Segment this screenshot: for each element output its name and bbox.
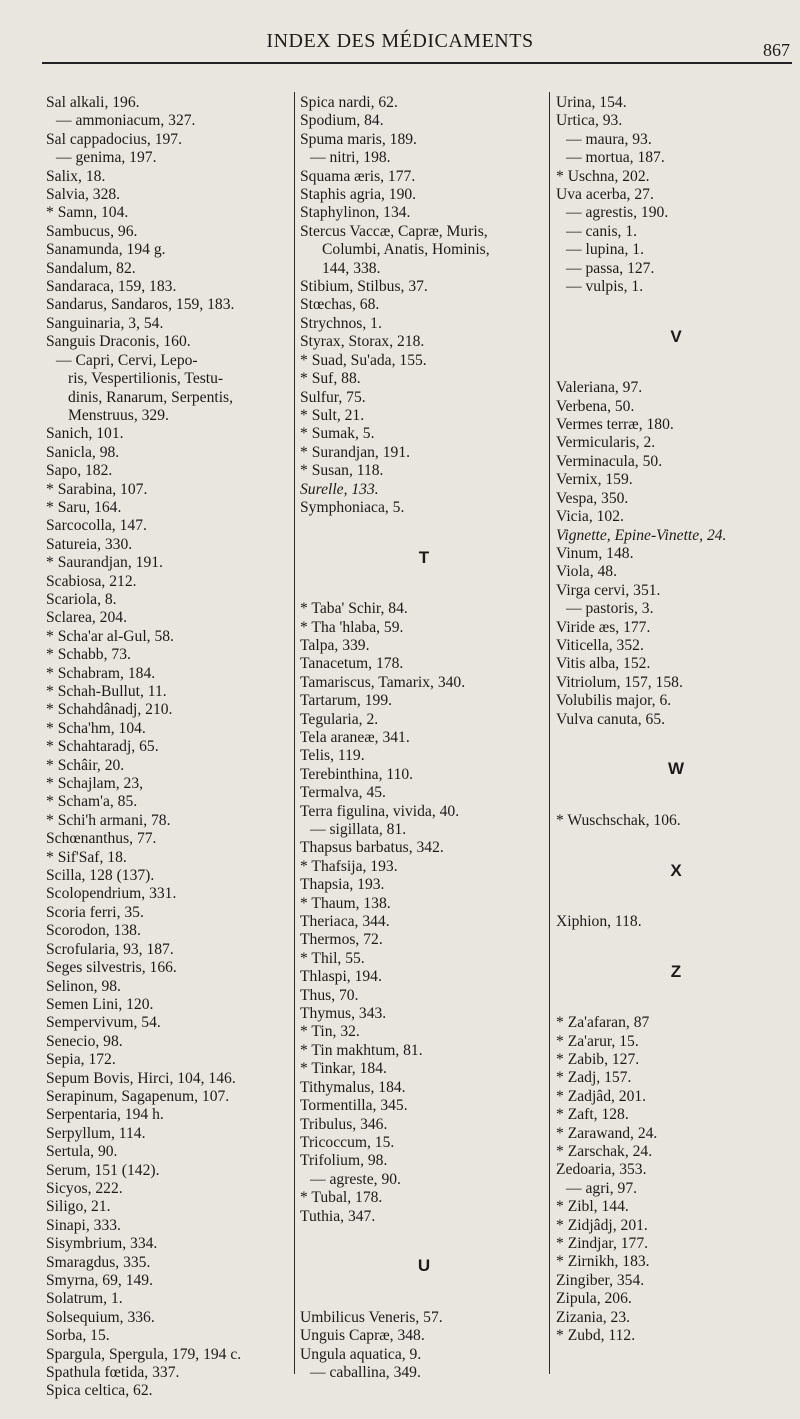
index-entry: Sanicla, 98.	[46, 443, 120, 461]
section-letter: T	[418, 547, 430, 567]
index-entry: * Schajlam, 23,	[46, 775, 144, 793]
index-entry: Termalva, 45.	[300, 784, 386, 802]
index-entry: Sepum Bovis, Hirci, 104, 146.	[46, 1069, 236, 1087]
index-entry: Serapinum, Sagapenum, 107.	[46, 1087, 230, 1105]
column-divider-2	[549, 92, 550, 1374]
index-entry: * Wuschschak, 106.	[556, 811, 681, 829]
index-entry: Zedoaria, 353.	[556, 1161, 647, 1179]
index-entry: * Tha 'hlaba, 59.	[300, 618, 404, 636]
spacer	[556, 361, 796, 379]
index-entry: Unguis Capræ, 348.	[300, 1327, 425, 1345]
section-letter: Z	[670, 961, 682, 981]
index-entry: Symphoniaca, 5.	[300, 498, 405, 516]
index-entry: * Zidjâdj, 201.	[556, 1216, 648, 1234]
index-entry: Solsequium, 336.	[46, 1308, 155, 1326]
spacer	[300, 517, 548, 535]
spacer	[300, 1290, 548, 1308]
index-entry: * Susan, 118.	[300, 462, 384, 480]
index-entry: * Scha'ar al-Gul, 58.	[46, 627, 174, 645]
index-entry: Sisymbrium, 334.	[46, 1235, 158, 1253]
spacer	[556, 830, 796, 848]
index-entry: Tela araneæ, 341.	[300, 728, 410, 746]
index-entry: Urtica, 93.	[556, 112, 623, 130]
index-entry: — sigillata, 81.	[310, 821, 407, 838]
index-entry: — passa, 127.	[566, 259, 655, 277]
index-entry: Sertula, 90.	[46, 1143, 118, 1161]
index-entry: — caballina, 349.	[310, 1363, 421, 1381]
column-divider-1	[294, 92, 295, 1374]
index-entry: Spargula, Spergula, 179, 194 c.	[46, 1345, 242, 1363]
index-entry: — lupina, 1.	[566, 241, 644, 259]
index-entry: Sandalum, 82.	[46, 259, 136, 277]
index-entry: Tartarum, 199.	[300, 692, 393, 710]
index-entry: — pastoris, 3.	[566, 600, 654, 618]
running-title: INDEX DES MÉDICAMENTS	[266, 30, 534, 52]
index-entry: 144, 338.	[322, 259, 381, 277]
index-entry: Thermos, 72.	[300, 931, 383, 949]
index-entry: Solatrum, 1.	[46, 1290, 123, 1308]
index-entry: Zipula, 206.	[556, 1290, 632, 1308]
index-entry: * Schahdânadj, 210.	[46, 701, 173, 719]
index-entry: * Schâir, 20.	[46, 756, 125, 774]
index-entry: Serpyllum, 114.	[46, 1124, 146, 1142]
index-entry: Tribulus, 346.	[300, 1115, 388, 1133]
index-entry: — agri, 97.	[566, 1179, 638, 1197]
index-entry: — maura, 93.	[566, 130, 652, 148]
index-entry: — genima, 197.	[56, 149, 157, 167]
index-entry: Terra figulina, vivida, 40.	[300, 802, 460, 820]
index-entry: Tithymalus, 184.	[300, 1078, 406, 1096]
index-entry: Zingiber, 354.	[556, 1271, 645, 1289]
index-entry: Spathula fœtida, 337.	[46, 1364, 180, 1382]
index-entry: Strychnos, 1.	[300, 314, 382, 332]
index-entry: Viticella, 352.	[556, 636, 644, 654]
index-entry: Staphylinon, 134.	[300, 204, 411, 222]
index-entry: — agreste, 90.	[310, 1170, 401, 1188]
index-entry: Talpa, 339.	[300, 636, 370, 654]
index-entry: dinis, Ranarum, Serpentis,	[68, 388, 234, 406]
index-entry: ris, Vespertilionis, Testu-	[68, 370, 224, 388]
index-entry: Sal cappadocius, 197.	[46, 130, 182, 148]
index-entry: Xiphion, 118.	[556, 912, 642, 930]
index-entry: * Schi'h armani, 78.	[46, 811, 171, 829]
index-entry: — agrestis, 190.	[566, 204, 669, 222]
index-entry: Trifolium, 98.	[300, 1152, 388, 1170]
index-entry: Vignette, Epine-Vinette, 24.	[556, 526, 727, 544]
index-entry: Vespa, 350.	[556, 489, 629, 507]
index-entry: Scariola, 8.	[46, 590, 117, 608]
index-entry: Tricoccum, 15.	[300, 1133, 395, 1151]
index-entry: Scorodon, 138.	[46, 922, 141, 940]
index-entry: * Suf, 88.	[300, 370, 361, 388]
index-entry: Thus, 70.	[300, 986, 359, 1004]
index-entry: * Zirnikh, 183.	[556, 1253, 650, 1271]
index-entry: Scilla, 128 (137).	[46, 867, 155, 885]
index-entry: Thlaspi, 194.	[300, 968, 382, 986]
index-entry: Staphis agria, 190.	[300, 186, 417, 204]
index-entry: Sinapi, 333.	[46, 1216, 121, 1234]
index-entry: * Zindjar, 177.	[556, 1235, 649, 1252]
index-entry: Scrofularia, 93, 187.	[46, 940, 174, 958]
index-entry: Vermicularis, 2.	[556, 434, 656, 452]
index-entry: Squama æris, 177.	[300, 167, 416, 185]
index-entry: * Sumak, 5.	[300, 425, 375, 443]
index-entry: * Tubal, 178.	[300, 1189, 383, 1207]
index-entry: Spica celtica, 62.	[46, 1382, 153, 1400]
index-entry: Uva acerba, 27.	[556, 186, 654, 204]
index-entry: Sicyos, 222.	[46, 1179, 123, 1197]
index-entry: Menstruus, 329.	[68, 406, 169, 424]
index-entry: Tegularia, 2.	[300, 710, 379, 728]
index-entry: Terebinthina, 110.	[300, 765, 414, 783]
index-entry: * Sif'Saf, 18.	[46, 848, 127, 866]
index-entry: Vitriolum, 157, 158.	[556, 673, 683, 691]
index-entry: * Tinkar, 184.	[300, 1060, 387, 1078]
index-entry: * Zaft, 128.	[556, 1106, 629, 1124]
index-entry: Salix, 18.	[46, 167, 106, 185]
index-entry: Sapo, 182.	[46, 462, 113, 480]
index-entry: Seges silvestris, 166.	[46, 959, 177, 977]
index-entry: Smyrna, 69, 149.	[46, 1272, 153, 1289]
index-entry: Thapsus barbatus, 342.	[300, 839, 444, 857]
index-entry: Valeriana, 97.	[556, 379, 643, 397]
index-entry: Vermes terræ, 180.	[556, 416, 674, 434]
index-entry: Sanguis Draconis, 160.	[46, 333, 191, 351]
index-entry: * Zarawand, 24.	[556, 1124, 658, 1142]
index-entry: * Uschna, 202.	[556, 167, 650, 185]
index-entry: Sambucus, 96.	[46, 222, 138, 240]
index-entry: * Suad, Su'ada, 155.	[300, 351, 427, 369]
index-entry: Serum, 151 (142).	[46, 1161, 160, 1179]
section-letter: V	[670, 326, 682, 346]
index-entry: Spuma maris, 189.	[300, 130, 417, 148]
index-entry: Tanacetum, 178.	[300, 655, 404, 673]
index-entry: Verbena, 50.	[556, 397, 635, 415]
index-entry: Sorba, 15.	[46, 1327, 110, 1345]
index-entry: * Surandjan, 191.	[300, 443, 411, 461]
index-column-1	[46, 94, 291, 1401]
spacer	[556, 996, 796, 1014]
section-letter: W	[667, 759, 685, 779]
index-entry: Vernix, 159.	[556, 471, 633, 489]
index-entry: Sepia, 172.	[46, 1051, 116, 1069]
index-entry: Vitis alba, 152.	[556, 655, 651, 673]
index-entry: Columbi, Anatis, Hominis,	[322, 241, 490, 259]
index-entry: * Zibl, 144.	[556, 1198, 629, 1216]
index-entry: Virga cervi, 351.	[556, 581, 661, 599]
index-entry: Theriaca, 344.	[300, 913, 390, 931]
spacer	[556, 729, 796, 747]
index-entry: * Sarabina, 107.	[46, 480, 148, 498]
index-entry: * Tin makhtum, 81.	[300, 1041, 423, 1059]
index-entry: Stercus Vaccæ, Capræ, Muris,	[300, 222, 488, 240]
index-entry: — canis, 1.	[566, 222, 638, 240]
index-entry: * Scham'a, 85.	[46, 793, 138, 811]
index-entry: Senecio, 98.	[46, 1032, 123, 1050]
index-entry: Semen Lini, 120.	[46, 995, 154, 1013]
index-entry: Salvia, 328.	[46, 186, 121, 204]
index-entry: Zizania, 23.	[556, 1308, 631, 1326]
index-entry: Vulva canuta, 65.	[556, 710, 666, 728]
index-entry: Scolopendrium, 331.	[46, 885, 177, 903]
index-entry: * Saru, 164.	[46, 498, 122, 516]
section-letter: X	[670, 860, 682, 880]
index-entry: Surelle, 133.	[300, 480, 379, 498]
index-entry: Sempervivum, 54.	[46, 1014, 161, 1032]
index-entry: Vinum, 148.	[556, 544, 634, 562]
index-entry: * Tin, 32.	[300, 1023, 360, 1041]
index-entry: * Zadj, 157.	[556, 1069, 632, 1087]
index-entry: Volubilis major, 6.	[556, 692, 672, 710]
page-header	[0, 30, 800, 64]
index-column-3	[556, 94, 796, 1345]
index-entry: — mortua, 187.	[566, 149, 665, 167]
index-entry: Styrax, Storax, 218.	[300, 333, 425, 351]
index-entry: Scoria ferri, 35.	[46, 903, 144, 921]
index-entry: * Zabib, 127.	[556, 1050, 640, 1068]
index-entry: * Saurandjan, 191.	[46, 554, 163, 572]
index-entry: — ammoniacum, 327.	[56, 112, 196, 130]
index-entry: Sanguinaria, 3, 54.	[46, 314, 164, 332]
index-entry: Siligo, 21.	[46, 1198, 111, 1216]
index-entry: Stœchas, 68.	[300, 296, 380, 314]
spacer	[556, 931, 796, 949]
index-entry: * Zubd, 112.	[556, 1327, 636, 1345]
index-entry: Verminacula, 50.	[556, 452, 663, 470]
section-letter: U	[417, 1256, 431, 1276]
spacer	[556, 296, 796, 314]
index-entry: * Sult, 21.	[300, 406, 365, 424]
index-entry: Sulfur, 75.	[300, 388, 366, 406]
index-entry: * Scha'hm, 104.	[46, 719, 146, 737]
index-entry: Sclarea, 204.	[46, 609, 127, 627]
index-entry: * Schah-Bullut, 11.	[46, 683, 167, 700]
index-entry: Tormentilla, 345.	[300, 1097, 408, 1115]
index-entry: Sandarus, Sandaros, 159, 183.	[46, 296, 235, 314]
index-entry: Sandaraca, 159, 183.	[46, 278, 177, 296]
index-entry: Sanich, 101.	[46, 425, 124, 443]
index-entry: * Zadjâd, 201.	[556, 1087, 647, 1105]
spacer	[300, 1226, 548, 1244]
index-entry: Urina, 154.	[556, 94, 627, 111]
index-entry: * Za'arur, 15.	[556, 1032, 639, 1050]
spacer	[300, 582, 548, 600]
index-entry: Telis, 119.	[300, 747, 365, 765]
index-entry: Ungula aquatica, 9.	[300, 1345, 422, 1363]
index-entry: Smaragdus, 335.	[46, 1253, 151, 1271]
index-entry: — Capri, Cervi, Lepo-	[56, 351, 198, 369]
index-column-2	[300, 94, 548, 1382]
index-entry: Tamariscus, Tamarix, 340.	[300, 673, 466, 691]
index-entry: Satureia, 330.	[46, 535, 133, 553]
index-entry: — vulpis, 1.	[566, 278, 644, 296]
index-entry: * Taba' Schir, 84.	[300, 600, 408, 618]
index-entry: Sarcocolla, 147.	[46, 517, 147, 535]
index-entry: Viride æs, 177.	[556, 618, 651, 636]
index-entry: Scabiosa, 212.	[46, 572, 137, 590]
spacer	[556, 895, 796, 913]
page-number: 867	[763, 40, 790, 60]
index-entry: Schœnanthus, 77.	[46, 830, 157, 848]
index-entry: Umbilicus Veneris, 57.	[300, 1308, 443, 1326]
index-entry: — nitri, 198.	[310, 149, 391, 167]
index-entry: Viola, 48.	[556, 563, 617, 581]
index-entry: Serpentaria, 194 h.	[46, 1106, 164, 1124]
index-entry: Sal alkali, 196.	[46, 94, 140, 111]
index-entry: * Za'afaran, 87	[556, 1014, 650, 1032]
index-entry: Spica nardi, 62.	[300, 94, 398, 111]
index-entry: * Schahtaradj, 65.	[46, 738, 159, 756]
index-entry: * Schabram, 184.	[46, 664, 156, 682]
index-entry: Tuthia, 347.	[300, 1207, 376, 1225]
index-entry: * Thafsija, 193.	[300, 857, 398, 875]
index-entry: Stibium, Stilbus, 37.	[300, 278, 428, 296]
header-rule	[42, 62, 792, 64]
index-entry: * Thaum, 138.	[300, 894, 391, 912]
index-entry: Vicia, 102.	[556, 508, 624, 526]
index-entry: * Thil, 55.	[300, 949, 365, 967]
index-entry: Selinon, 98.	[46, 977, 121, 995]
spacer	[556, 793, 796, 811]
index-entry: Thymus, 343.	[300, 1005, 387, 1023]
index-entry: Spodium, 84.	[300, 112, 384, 130]
index-entry: * Zarschak, 24.	[556, 1142, 653, 1160]
index-entry: Sanamunda, 194 g.	[46, 241, 166, 259]
index-entry: Thapsia, 193.	[300, 876, 385, 894]
index-entry: * Samn, 104.	[46, 204, 129, 222]
index-entry: * Schabb, 73.	[46, 646, 131, 664]
